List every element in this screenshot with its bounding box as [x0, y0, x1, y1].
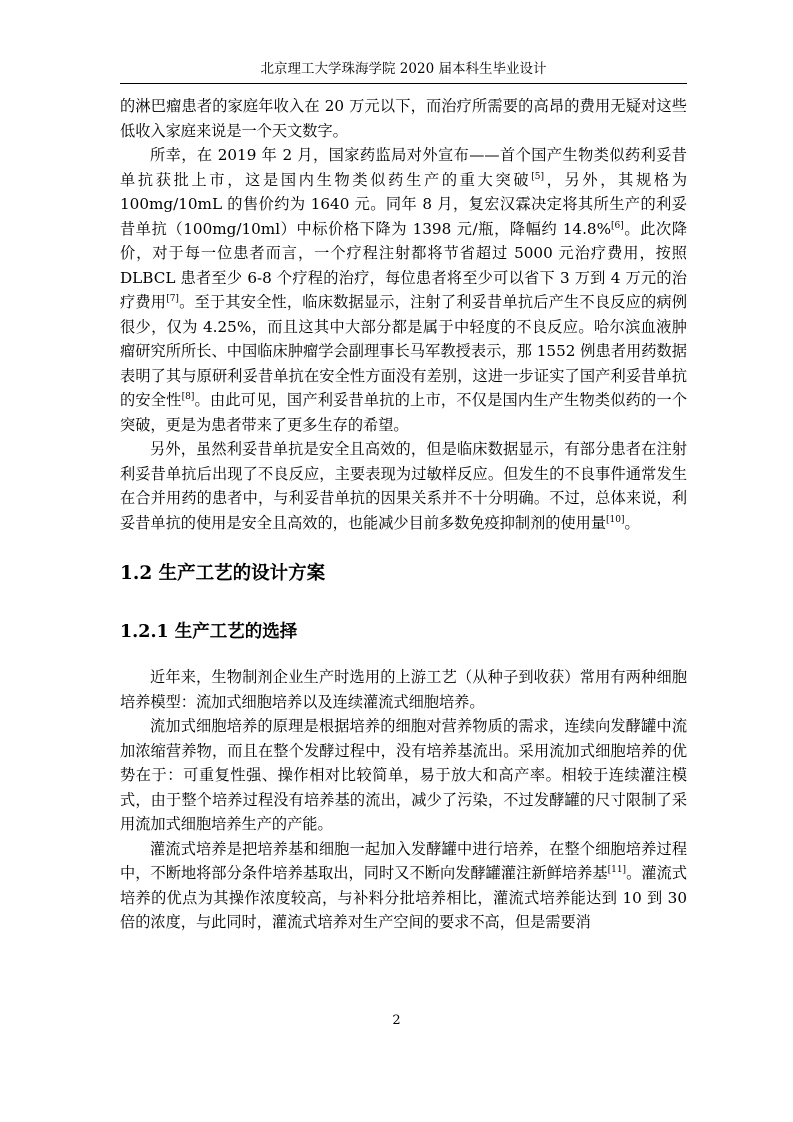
paragraph-text: 。由此可见，国产利妥昔单抗的上市，不仅是国内生产生物类似药的一个突破，更是为患者带来了更多生存的希望。 [120, 391, 688, 434]
paragraph-culture-models: 近年来，生物制剂企业生产时选用的上游工艺（从种子到收获）常用有两种细胞培养模型：流加式细胞培养以及连续灌流式细胞培养。 [120, 668, 687, 711]
citation: [10] [606, 514, 625, 525]
paragraph-text: 所幸，在 2019 年 2 月，国家药监局对外宣布——首个国产生物类似药利妥昔单抗获批上市，这是国内生物类似药生产的重大突破 [120, 146, 687, 189]
citation: [7] [166, 294, 179, 304]
paragraph-text: 。 [624, 513, 640, 532]
page-number: 2 [392, 1013, 401, 1028]
paragraph-safety [120, 437, 687, 535]
header-divider [120, 83, 687, 84]
section-heading: 1.2 生产工艺的设计方案 [120, 563, 326, 584]
paragraph-continued: 的淋巴瘤患者的家庭年收入在 20 万元以下，而治疗所需要的高昂的费用无疑对这些低收入家庭来说是一个天文数字。 [120, 97, 687, 140]
paragraph-text: 灌流式培养是把培养基和细胞一起加入发酵罐中进行培养，在整个细胞培养过程中，不断地将部分条件培养基取出，同时又不断向发酵罐灌注新鲜培养基 [120, 839, 687, 882]
paragraph-perfusion [120, 837, 687, 935]
paragraph-text: 另外，虽然利妥昔单抗是安全且高效的，但是临床数据显示，有部分患者在注射利妥昔单抗后出现了不良反应，主要表现为过敏样反应。但发生的不良事件通常发生在合并用药的患者中，与利妥昔单抗的因果关系并不十分明确。不过，总体来说，利妥昔单抗的使用是安全且高效的，也能减少目前多数免疫抑制剂的使用量 [120, 440, 687, 532]
page-body [120, 94, 687, 935]
citation: [6] [611, 220, 624, 231]
paragraph-text: 。至于其安全性，临床数据显示，注射了利妥昔单抗后产生不良反应的病例很少，仅为 4.25%，而且这其中大部分都是属于中轻度的不良反应。哈尔滨血液肿瘤研究所所长、中国临床肿瘤学会副理事长马军教授表示，那 1552 例患者用药数据表明了其与原研利妥昔单抗在安全性方面没有差别，这进一步证实了国产利妥昔单抗的安全性 [120, 293, 687, 409]
running-header: 北京理工大学珠海学院 2020 届本科生毕业设计 [260, 61, 547, 77]
citation: [5] [531, 171, 544, 182]
paragraph-domestic-rituximab [120, 143, 687, 437]
paragraph-text: ，另外，其规格为 100mg/10mL 的售价约为 1640 元。同年 8 月，复宏汉霖决定将其所生产的利妥昔单抗（100mg/10ml）中标价格下降为 1398 元/瓶，降幅约 14.8% [120, 170, 688, 238]
citation: [11] [607, 865, 627, 875]
paragraph-text: 。灌流式培养的优点为其操作浓度较高，与补料分批培养相比，灌流式培养能达到 10 到 30 倍的浓度，与此同时，灌流式培养对生产空间的要求不高，但是需要消 [120, 864, 688, 931]
paragraph-fed-batch: 流加式细胞培养的原理是根据培养的细胞对营养物质的需求，连续向发酵罐中流加浓缩营养物，而且在整个发酵过程中，没有培养基流出。采用流加式细胞培养的优势在于：可重复性强、操作相对比较简单，易于放大和高产率。相较于连续灌注模式，由于整个培养过程没有培养基的流出，减少了污染，不过发酵罐的尺寸限制了采用流加式细胞培养生产的产能。 [120, 717, 687, 833]
heading-spacer [120, 645, 687, 665]
subsection-heading: 1.2.1 生产工艺的选择 [120, 622, 298, 642]
citation: [8] [181, 392, 195, 402]
paragraph-text: 。此次降价，对于每一位患者而言，一个疗程注射都将节省超过 5000 元治疗费用，按照 DLBCL 患者至少 6-8 个疗程的治疗，每位患者将至少可以省下 3 万到 4 万元的治疗费用 [120, 219, 688, 311]
